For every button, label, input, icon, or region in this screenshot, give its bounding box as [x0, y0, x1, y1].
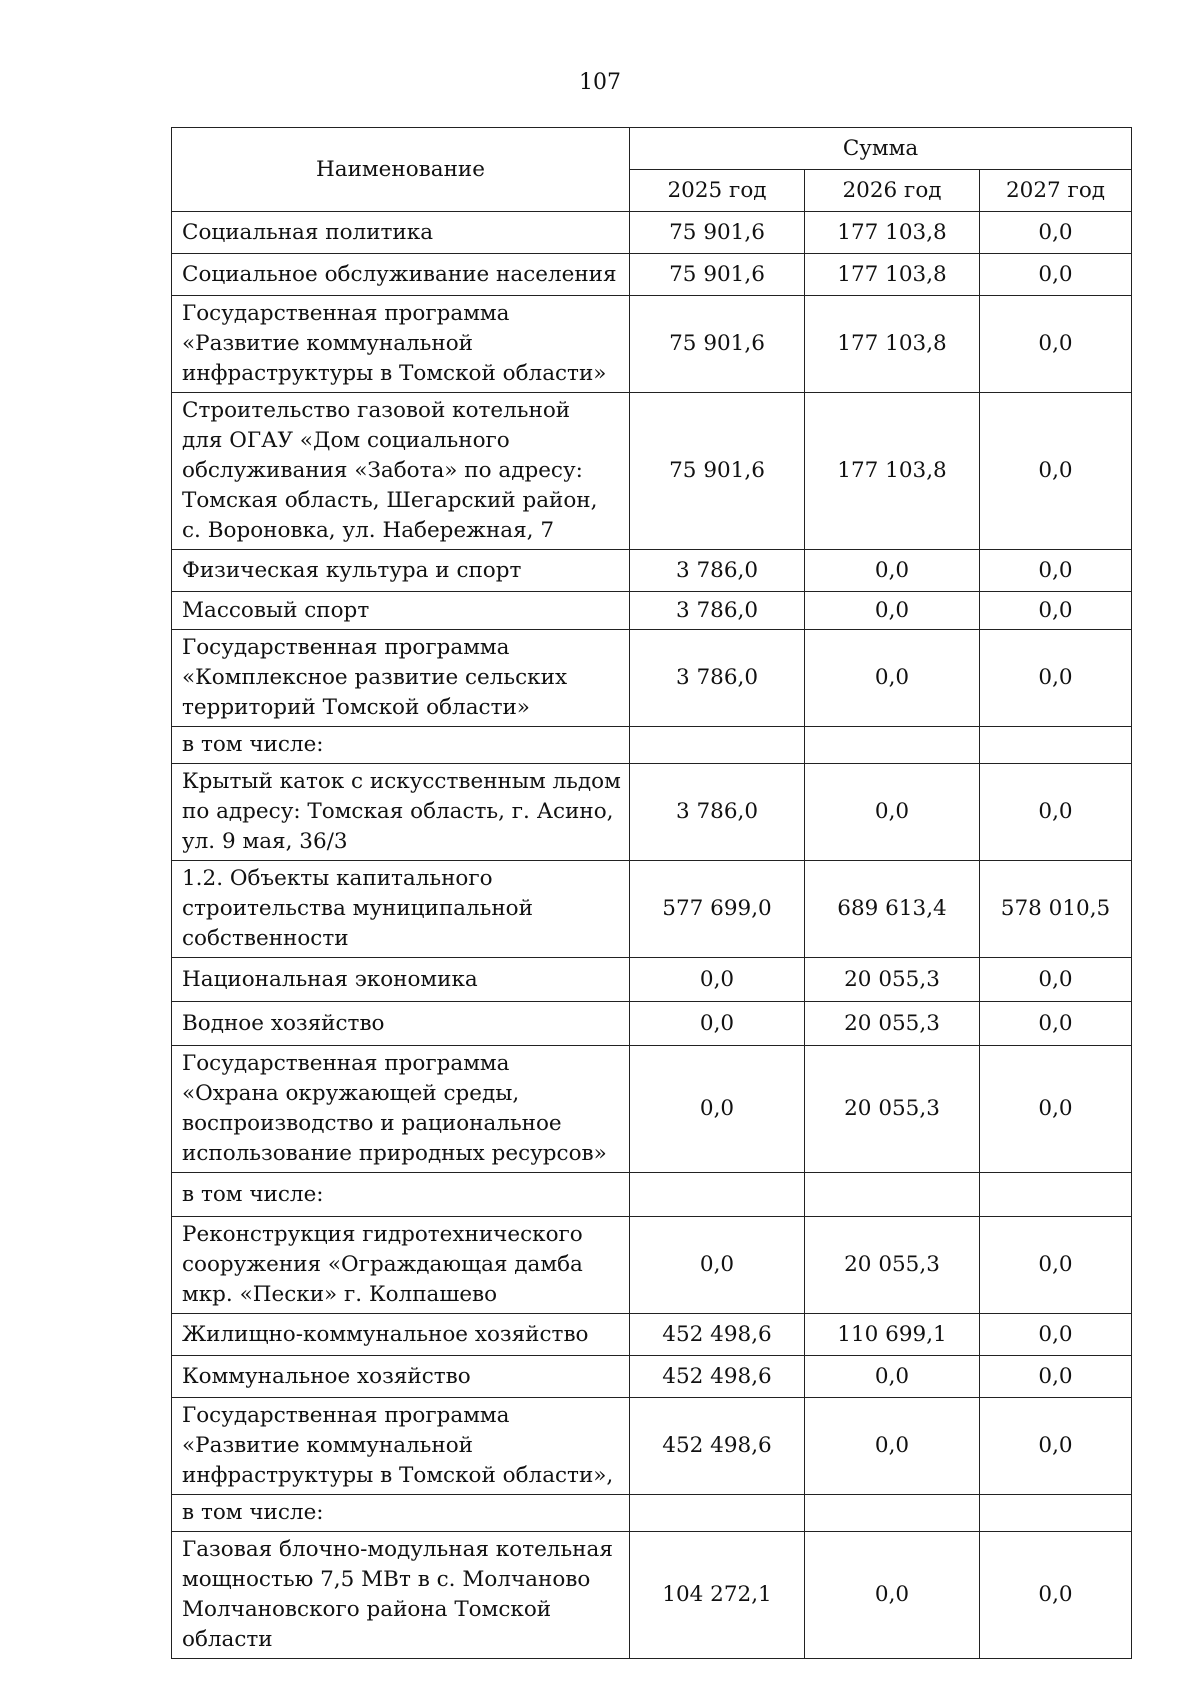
table-row	[172, 727, 1132, 764]
row-name-cell: в том числе:	[172, 727, 630, 764]
row-v2025-cell: 75 901,6	[630, 212, 805, 254]
row-v2025-cell: 3 786,0	[630, 592, 805, 630]
row-name-cell: Социальное обслуживание населения	[172, 254, 630, 296]
table-row	[172, 764, 1132, 861]
row-v2026-cell: 0,0	[805, 1398, 980, 1495]
row-v2025-cell: 3 786,0	[630, 630, 805, 727]
table-row	[172, 1398, 1132, 1495]
table-row	[172, 1173, 1132, 1217]
row-name-cell: Строительство газовой котельной для ОГАУ «Дом социального обслуживания «Забота» по адресу: Томская область, Шегарский район, с. Вороновка, ул. Набережная, 7	[172, 393, 630, 550]
row-v2026-cell: 177 103,8	[805, 212, 980, 254]
row-v2026-cell: 0,0	[805, 592, 980, 630]
row-name-cell: в том числе:	[172, 1173, 630, 1217]
table-header	[172, 128, 1132, 212]
row-v2025-cell: 104 272,1	[630, 1532, 805, 1659]
row-v2026-cell	[805, 1173, 980, 1217]
row-v2025-cell: 0,0	[630, 1217, 805, 1314]
row-name-cell: Реконструкция гидротехнического сооружения «Ограждающая дамба мкр. «Пески» г. Колпашево	[172, 1217, 630, 1314]
table-row	[172, 1532, 1132, 1659]
row-name-cell: Национальная экономика	[172, 958, 630, 1002]
row-name-cell: Государственная программа «Развитие коммунальной инфраструктуры в Томской области»	[172, 296, 630, 393]
row-name-cell: Государственная программа «Развитие коммунальной инфраструктуры в Томской области»,	[172, 1398, 630, 1495]
row-v2027-cell: 0,0	[980, 1356, 1132, 1398]
table-row	[172, 550, 1132, 592]
row-v2026-cell: 177 103,8	[805, 393, 980, 550]
row-v2026-cell: 177 103,8	[805, 254, 980, 296]
row-v2026-cell	[805, 1495, 980, 1532]
row-v2026-cell: 0,0	[805, 1532, 980, 1659]
row-v2027-cell: 0,0	[980, 1398, 1132, 1495]
table-row	[172, 1356, 1132, 1398]
row-v2025-cell	[630, 727, 805, 764]
row-v2026-cell	[805, 727, 980, 764]
table-row	[172, 393, 1132, 550]
row-v2027-cell: 0,0	[980, 393, 1132, 550]
row-name-cell: Государственная программа «Охрана окружающей среды, воспроизводство и рациональное использование природных ресурсов»	[172, 1046, 630, 1173]
header-sum-group: Сумма	[630, 128, 1132, 170]
row-v2025-cell: 3 786,0	[630, 550, 805, 592]
row-v2025-cell: 452 498,6	[630, 1356, 805, 1398]
row-name-cell: Массовый спорт	[172, 592, 630, 630]
row-name-cell: 1.2. Объекты капитального строительства муниципальной собственности	[172, 861, 630, 958]
row-v2027-cell: 0,0	[980, 550, 1132, 592]
row-v2027-cell: 0,0	[980, 212, 1132, 254]
row-v2025-cell: 0,0	[630, 958, 805, 1002]
row-v2027-cell: 0,0	[980, 764, 1132, 861]
row-v2027-cell: 0,0	[980, 592, 1132, 630]
row-name-cell: Социальная политика	[172, 212, 630, 254]
row-v2027-cell	[980, 1495, 1132, 1532]
row-v2027-cell	[980, 727, 1132, 764]
budget-table	[171, 127, 1132, 1659]
row-name-cell: Государственная программа «Комплексное развитие сельских территорий Томской области»	[172, 630, 630, 727]
row-name-cell: Жилищно-коммунальное хозяйство	[172, 1314, 630, 1356]
row-v2027-cell: 0,0	[980, 296, 1132, 393]
table-row	[172, 212, 1132, 254]
table-row	[172, 254, 1132, 296]
row-v2026-cell: 20 055,3	[805, 1002, 980, 1046]
row-name-cell: в том числе:	[172, 1495, 630, 1532]
table-row	[172, 630, 1132, 727]
row-v2025-cell: 452 498,6	[630, 1398, 805, 1495]
row-v2027-cell	[980, 1173, 1132, 1217]
row-v2025-cell: 0,0	[630, 1002, 805, 1046]
row-name-cell: Газовая блочно-модульная котельная мощностью 7,5 МВт в с. Молчаново Молчановского района Томской области	[172, 1532, 630, 1659]
row-v2025-cell: 577 699,0	[630, 861, 805, 958]
row-v2026-cell: 0,0	[805, 1356, 980, 1398]
row-v2027-cell: 0,0	[980, 630, 1132, 727]
table-row	[172, 1046, 1132, 1173]
row-v2026-cell: 177 103,8	[805, 296, 980, 393]
row-v2025-cell	[630, 1495, 805, 1532]
header-name-column: Наименование	[172, 128, 630, 212]
row-v2026-cell: 0,0	[805, 550, 980, 592]
table-body	[172, 212, 1132, 1659]
row-v2025-cell	[630, 1173, 805, 1217]
row-name-cell: Физическая культура и спорт	[172, 550, 630, 592]
table-row	[172, 1495, 1132, 1532]
table-row	[172, 1217, 1132, 1314]
table-row	[172, 592, 1132, 630]
table-row	[172, 861, 1132, 958]
header-year-2027: 2027 год	[980, 170, 1132, 212]
row-name-cell: Водное хозяйство	[172, 1002, 630, 1046]
row-v2027-cell: 0,0	[980, 1314, 1132, 1356]
row-v2025-cell: 75 901,6	[630, 254, 805, 296]
row-v2027-cell: 0,0	[980, 1532, 1132, 1659]
row-v2027-cell: 0,0	[980, 254, 1132, 296]
row-v2025-cell: 75 901,6	[630, 393, 805, 550]
row-v2026-cell: 110 699,1	[805, 1314, 980, 1356]
table-row	[172, 1314, 1132, 1356]
row-v2025-cell: 452 498,6	[630, 1314, 805, 1356]
row-v2026-cell: 20 055,3	[805, 958, 980, 1002]
page-number: 107	[579, 70, 621, 95]
row-v2025-cell: 0,0	[630, 1046, 805, 1173]
row-name-cell: Коммунальное хозяйство	[172, 1356, 630, 1398]
row-v2027-cell: 0,0	[980, 1002, 1132, 1046]
row-v2026-cell: 689 613,4	[805, 861, 980, 958]
row-v2027-cell: 578 010,5	[980, 861, 1132, 958]
table-row	[172, 958, 1132, 1002]
row-v2027-cell: 0,0	[980, 1217, 1132, 1314]
row-v2027-cell: 0,0	[980, 958, 1132, 1002]
row-v2025-cell: 75 901,6	[630, 296, 805, 393]
header-year-2025: 2025 год	[630, 170, 805, 212]
row-v2026-cell: 20 055,3	[805, 1217, 980, 1314]
table-row	[172, 296, 1132, 393]
row-v2027-cell: 0,0	[980, 1046, 1132, 1173]
row-v2026-cell: 0,0	[805, 630, 980, 727]
header-year-2026: 2026 год	[805, 170, 980, 212]
row-v2026-cell: 0,0	[805, 764, 980, 861]
table-row	[172, 1002, 1132, 1046]
row-name-cell: Крытый каток с искусственным льдом по адресу: Томская область, г. Асино, ул. 9 мая, 36/3	[172, 764, 630, 861]
row-v2025-cell: 3 786,0	[630, 764, 805, 861]
row-v2026-cell: 20 055,3	[805, 1046, 980, 1173]
